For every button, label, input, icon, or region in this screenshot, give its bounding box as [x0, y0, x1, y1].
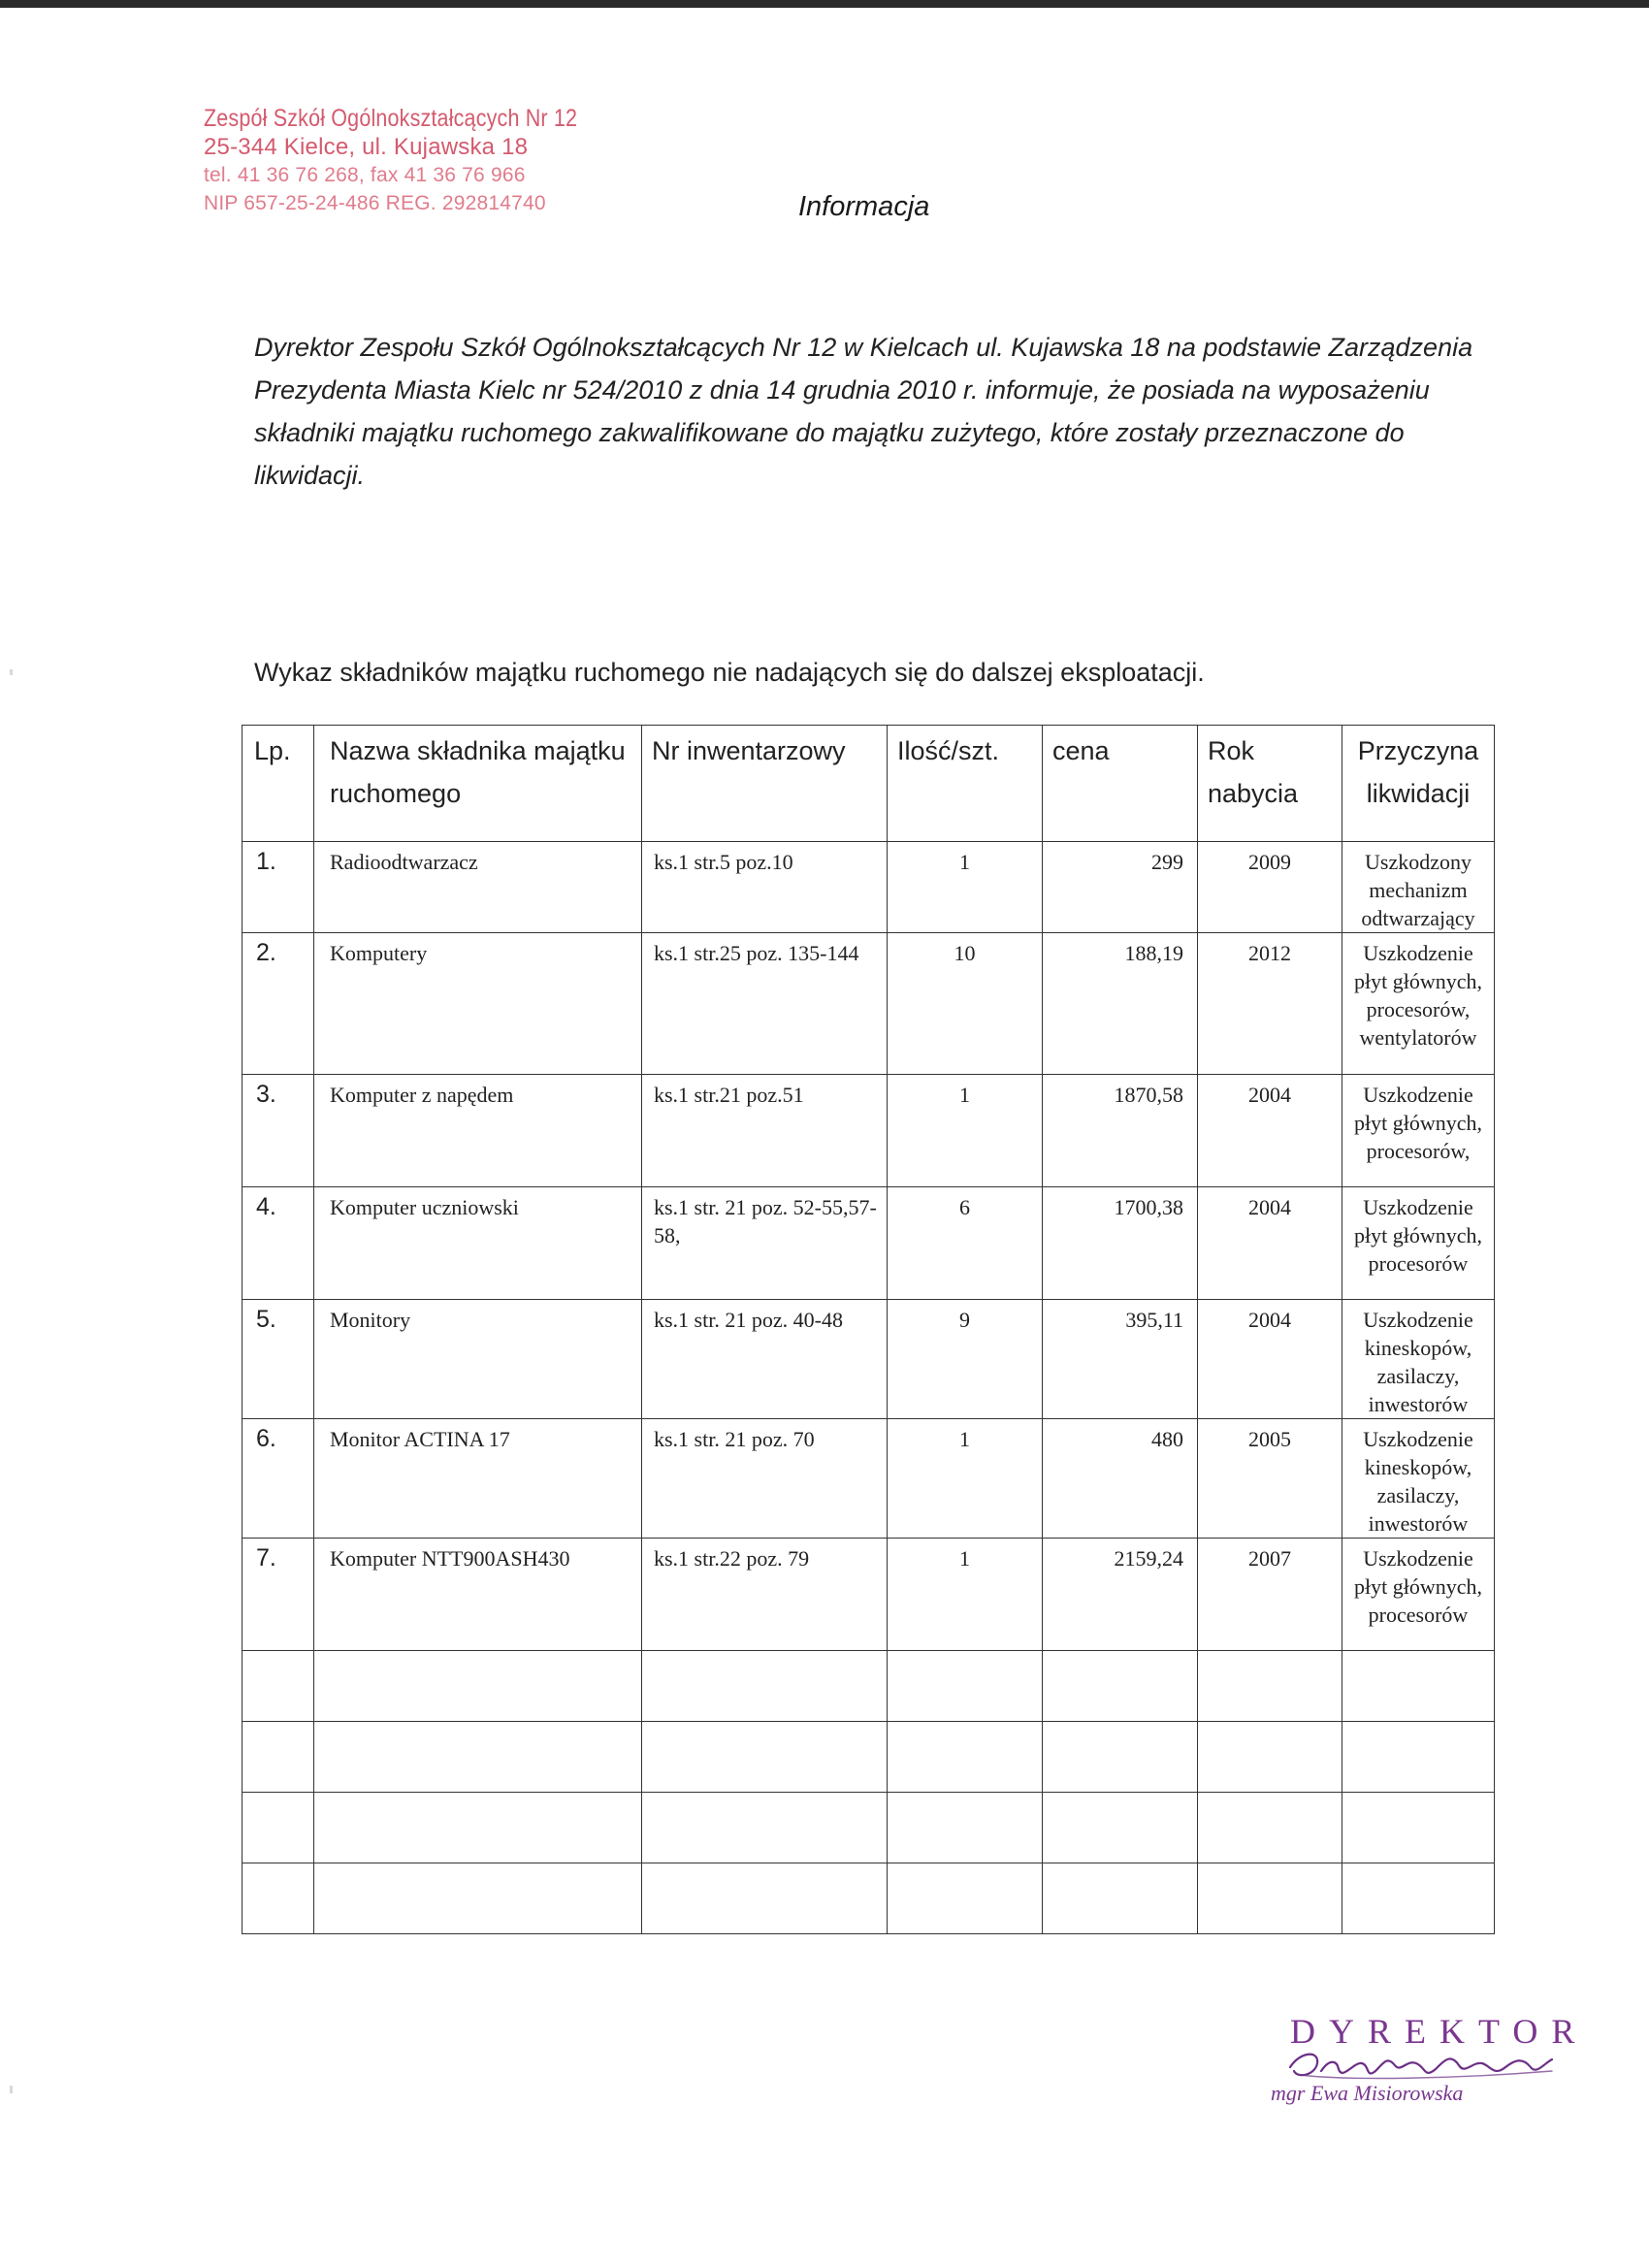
cell-name: Komputer uczniowski [314, 1187, 642, 1300]
empty-row [242, 1793, 1495, 1863]
header-reason: Przyczyna likwidacji [1342, 726, 1495, 842]
cell-price: 1700,38 [1043, 1187, 1198, 1300]
cell-name: Komputer z napędem [314, 1075, 642, 1187]
cell-lp: 5. [242, 1300, 314, 1419]
cell-year: 2007 [1198, 1539, 1342, 1651]
table-caption: Wykaz składników majątku ruchomego nie nadających się do dalszej eksploatacji. [254, 658, 1205, 687]
empty-row [242, 1651, 1495, 1722]
cell-quantity: 6 [888, 1187, 1043, 1300]
cell-lp: 7. [242, 1539, 314, 1651]
cell-year: 2004 [1198, 1300, 1342, 1419]
table-header-row [242, 726, 1495, 842]
cell-inventory-number: ks.1 str.25 poz. 135-144 [642, 933, 888, 1075]
scan-top-edge [0, 0, 1649, 8]
director-signature-stamp [1261, 2003, 1589, 2120]
stamp-line-name: Zespół Szkół Ogólnokształcących Nr 12 [204, 105, 578, 132]
table-row [242, 1187, 1495, 1300]
cell-inventory-number: ks.1 str. 21 poz. 52-55,57-58, [642, 1187, 888, 1300]
cell-reason: Uszkodzenie płyt głównych, procesorów, wentylatorów [1342, 933, 1495, 1075]
cell-price: 299 [1043, 842, 1198, 933]
stamp-line-nip: NIP 657-25-24-486 REG. 292814740 [204, 192, 546, 214]
cell-quantity: 9 [888, 1300, 1043, 1419]
cell-year: 2012 [1198, 933, 1342, 1075]
signature-role: DYREKTOR [1290, 2012, 1589, 2051]
table-row [242, 1300, 1495, 1419]
header-inventory-number: Nr inwentarzowy [642, 726, 888, 842]
scan-speck [10, 669, 13, 675]
cell-price: 2159,24 [1043, 1539, 1198, 1651]
header-name: Nazwa składnika majątku ruchomego [314, 726, 642, 842]
cell-name: Monitor ACTINA 17 [314, 1419, 642, 1539]
empty-row [242, 1863, 1495, 1934]
table-row [242, 1419, 1495, 1539]
cell-year: 2004 [1198, 1187, 1342, 1300]
header-price: cena [1043, 726, 1198, 842]
cell-lp: 3. [242, 1075, 314, 1187]
cell-reason: Uszkodzenie płyt głównych, procesorów [1342, 1539, 1495, 1651]
cell-name: Monitory [314, 1300, 642, 1419]
table-row [242, 933, 1495, 1075]
stamp-line-phone: tel. 41 36 76 268, fax 41 36 76 966 [204, 164, 526, 186]
cell-name: Komputer NTT900ASH430 [314, 1539, 642, 1651]
cell-price: 188,19 [1043, 933, 1198, 1075]
cell-inventory-number: ks.1 str. 21 poz. 40-48 [642, 1300, 888, 1419]
cell-quantity: 10 [888, 933, 1043, 1075]
cell-lp: 2. [242, 933, 314, 1075]
cell-inventory-number: ks.1 str.21 poz.51 [642, 1075, 888, 1187]
cell-reason: Uszkodzenie kineskopów, zasilaczy, inwestorów [1342, 1419, 1495, 1539]
cell-price: 1870,58 [1043, 1075, 1198, 1187]
cell-quantity: 1 [888, 1539, 1043, 1651]
table-row [242, 1075, 1495, 1187]
cell-reason: Uszkodzenie płyt głównych, procesorów [1342, 1187, 1495, 1300]
cell-quantity: 1 [888, 1075, 1043, 1187]
table-row [242, 842, 1495, 933]
cell-price: 480 [1043, 1419, 1198, 1539]
header-year: Rok nabycia [1198, 726, 1342, 842]
cell-reason: Uszkodzenie płyt głównych, procesorów, [1342, 1075, 1495, 1187]
cell-lp: 6. [242, 1419, 314, 1539]
school-stamp [204, 105, 592, 217]
header-lp: Lp. [242, 726, 314, 842]
scan-speck [10, 2086, 13, 2093]
cell-quantity: 1 [888, 842, 1043, 933]
cell-inventory-number: ks.1 str. 21 poz. 70 [642, 1419, 888, 1539]
cell-reason: Uszkodzony mechanizm odtwarzający [1342, 842, 1495, 933]
cell-inventory-number: ks.1 str.22 poz. 79 [642, 1539, 888, 1651]
cell-name: Komputery [314, 933, 642, 1075]
header-quantity: Ilość/szt. [888, 726, 1043, 842]
signature-name: mgr Ewa Misiorowska [1271, 2081, 1464, 2105]
stamp-line-address: 25-344 Kielce, ul. Kujawska 18 [204, 134, 529, 160]
empty-row [242, 1722, 1495, 1793]
table-row [242, 1539, 1495, 1651]
intro-paragraph: Dyrektor Zespołu Szkół Ogólnokształcących Nr 12 w Kielcach ul. Kujawska 18 na podstawie Zarządzenia Prezydenta Miasta Kielc nr 524/2010 z dnia 14 grudnia 2010 r. informuje, że posiada na wyposażeniu składniki majątku ruchomego zakwalifikowane do majątku zużytego, które zostały przeznaczone do likwidacji. [254, 333, 1473, 490]
cell-reason: Uszkodzenie kineskopów, zasilaczy, inwestorów [1342, 1300, 1495, 1419]
inventory-table [242, 725, 1495, 1934]
cell-year: 2005 [1198, 1419, 1342, 1539]
cell-name: Radioodtwarzacz [314, 842, 642, 933]
cell-quantity: 1 [888, 1419, 1043, 1539]
cell-lp: 4. [242, 1187, 314, 1300]
cell-lp: 1. [242, 842, 314, 933]
cell-year: 2004 [1198, 1075, 1342, 1187]
cell-year: 2009 [1198, 842, 1342, 933]
cell-price: 395,11 [1043, 1300, 1198, 1419]
cell-inventory-number: ks.1 str.5 poz.10 [642, 842, 888, 933]
document-title: Informacja [798, 191, 930, 222]
